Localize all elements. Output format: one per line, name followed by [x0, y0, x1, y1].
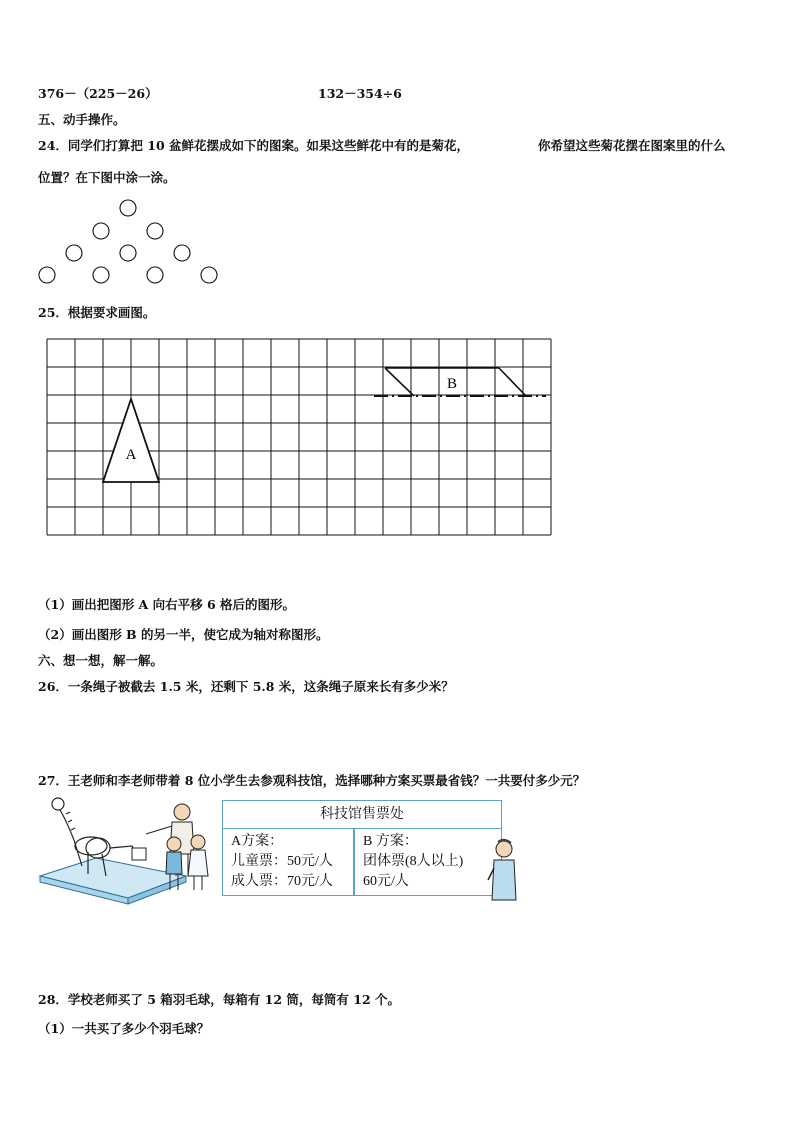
flower-circle[interactable] — [66, 245, 82, 261]
section-5-heading: 五、动手操作。 — [38, 112, 126, 127]
clerk-figure-icon — [484, 838, 518, 902]
ticket-board-title: 科技馆售票处 — [223, 801, 501, 829]
ticket-board — [222, 800, 502, 896]
plan-a-child-ticket: 儿童票：50元/人 — [231, 854, 333, 869]
section-6-heading: 六、想一想，解一解。 — [38, 653, 164, 668]
flower-circle[interactable] — [120, 245, 136, 261]
plan-b-group-ticket: 团体票(8人以上) — [363, 854, 464, 869]
exhibit-sign-icon — [132, 848, 146, 860]
q28-text: 28．学校老师买了 5 箱羽毛球，每箱有 12 筒，每筒有 12 个。 — [38, 992, 400, 1007]
flower-circle[interactable] — [93, 267, 109, 283]
q28-sub1: （1）一共买了多少个羽毛球？ — [38, 1021, 210, 1036]
plan-a-title: A方案： — [231, 834, 284, 849]
flower-circle[interactable] — [93, 223, 109, 239]
shape-a-triangle — [103, 399, 159, 482]
museum-illustration — [36, 796, 220, 906]
plan-a — [231, 832, 333, 892]
q24-text-line2: 位置？在下图中涂一涂。 — [38, 170, 176, 185]
flower-circle[interactable] — [120, 200, 136, 216]
flower-pattern — [30, 196, 230, 288]
board-divider — [353, 829, 355, 895]
flower-circle[interactable] — [147, 267, 163, 283]
shape-a-label: A — [125, 447, 137, 463]
flower-circle[interactable] — [147, 223, 163, 239]
plan-b-title: B 方案： — [363, 834, 418, 849]
flower-circle[interactable] — [174, 245, 190, 261]
q26-text: 26．一条绳子被截去 1.5 米，还剩下 5.8 米，这条绳子原来长有多少米？ — [38, 679, 454, 694]
q25-title: 25．根据要求画图。 — [38, 305, 156, 320]
shape-b-label: B — [446, 376, 458, 392]
q25-sub2: （2）画出图形 B 的另一半，使它成为轴对称图形。 — [38, 627, 329, 642]
q24-text-line1-tail: 你希望这些菊花摆在图案里的什么 — [538, 138, 726, 153]
plan-b-price: 60元/人 — [363, 874, 409, 889]
q24-text-line1: 24．同学们打算把 10 盆鲜花摆成如下的图案。如果这些鲜花中有的是菊花， — [38, 138, 469, 153]
drawing-grid[interactable] — [46, 338, 554, 540]
flower-circle[interactable] — [201, 267, 217, 283]
q27-text: 27．王老师和李老师带着 8 位小学生去参观科技馆，选择哪种方案买票最省钱？一共要付多少元？ — [38, 773, 586, 788]
q25-sub1: （1）画出把图形 A 向右平移 6 格后的图形。 — [38, 597, 296, 612]
expression-right: 132－354÷6 — [318, 86, 402, 101]
expression-left: 376－（225－26） — [38, 86, 158, 101]
plan-a-adult-ticket: 成人票：70元/人 — [231, 874, 333, 889]
flower-circle[interactable] — [39, 267, 55, 283]
plan-b — [363, 832, 463, 892]
